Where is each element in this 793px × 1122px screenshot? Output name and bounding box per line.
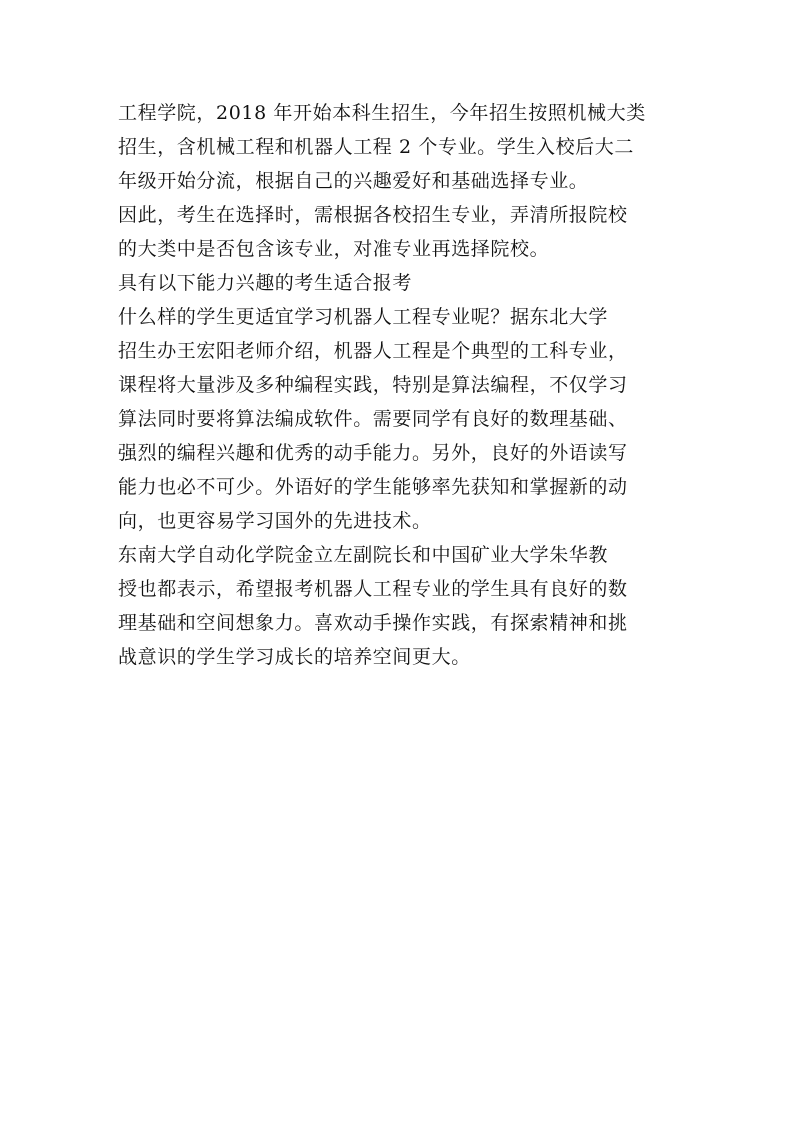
- paragraph-northeastern-advice: [118, 300, 678, 538]
- text-line: 向，也更容易学习国外的先进技术。: [118, 510, 432, 532]
- text-line: 工程学院，2018 年开始本科生招生，今年招生按照机械大类: [118, 102, 646, 124]
- text-line: 年级开始分流，根据自己的兴趣爱好和基础选择专业。: [118, 170, 589, 192]
- text-line: 的大类中是否包含该专业，对准专业再选择院校。: [118, 238, 550, 260]
- text-line: 课程将大量涉及多种编程实践，特别是算法编程，不仅学习: [118, 374, 628, 396]
- text-line: 算法同时要将算法编成软件。需要同学有良好的数理基础、: [118, 408, 628, 430]
- text-line: 东南大学自动化学院金立左副院长和中国矿业大学朱华教: [118, 544, 609, 566]
- text-line: 招生，含机械工程和机器人工程 2 个专业。学生入校后大二: [118, 136, 634, 158]
- document-page: [118, 96, 678, 674]
- section-heading: 具有以下能力兴趣的考生适合报考: [118, 272, 413, 294]
- text-line: 战意识的学生学习成长的培养空间更大。: [118, 646, 471, 668]
- text-line: 授也都表示，希望报考机器人工程专业的学生具有良好的数: [118, 578, 628, 600]
- text-line: 招生办王宏阳老师介绍，机器人工程是个典型的工科专业，: [118, 340, 628, 362]
- text-line: 能力也必不可少。外语好的学生能够率先获知和掌握新的动: [118, 476, 628, 498]
- text-line: 什么样的学生更适宜学习机器人工程专业呢？据东北大学: [118, 306, 609, 328]
- text-line: 理基础和空间想象力。喜欢动手操作实践，有探索精神和挑: [118, 612, 628, 634]
- text-line: 强烈的编程兴趣和优秀的动手能力。另外，良好的外语读写: [118, 442, 628, 464]
- paragraph-selection-advice: [118, 198, 678, 266]
- text-line: 因此，考生在选择时，需根据各校招生专业，弄清所报院校: [118, 204, 628, 226]
- paragraph-admissions-intro: [118, 96, 678, 198]
- paragraph-southeast-cumt-advice: [118, 538, 678, 674]
